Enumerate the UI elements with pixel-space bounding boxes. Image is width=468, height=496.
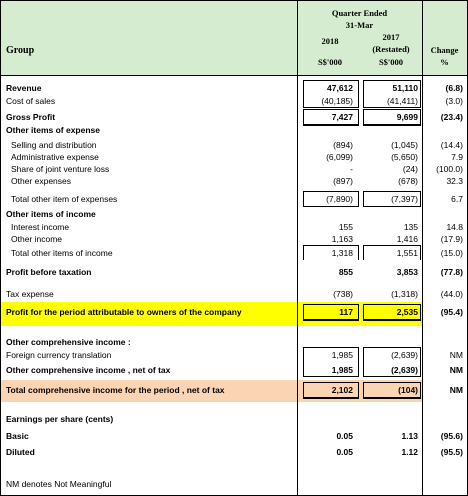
value-cell-2017: 51,110 xyxy=(392,83,418,93)
value-cell-2017: (41,411) xyxy=(386,96,418,106)
value-cell-2018: (738) xyxy=(333,289,353,299)
row-label: Total comprehensive income for the period , net of tax xyxy=(6,385,225,395)
row-label: Basic xyxy=(6,431,29,441)
change-cell: 14.8 xyxy=(446,222,463,232)
change-cell: (6.8) xyxy=(445,83,463,93)
row-label: Foreign currency translation xyxy=(6,350,112,360)
change-cell: (95.6) xyxy=(440,431,463,441)
value-cell-2018: 1,318 xyxy=(331,248,353,258)
header-divider xyxy=(1,75,467,76)
value-cell-2017: 9,699 xyxy=(396,112,418,122)
value-cell-2018: (897) xyxy=(333,176,353,186)
row-label: Share of joint venture loss xyxy=(11,164,110,174)
change-cell: (77.8) xyxy=(440,267,463,277)
value-cell-2017: (24) xyxy=(402,164,418,174)
value-cell-2018: (40,185) xyxy=(321,96,353,106)
col-2017-unit: S$'000 xyxy=(378,57,404,67)
row-label: Other expenses xyxy=(11,176,72,186)
value-cell-2017: 135 xyxy=(403,222,418,232)
value-cell-2017: 2,535 xyxy=(396,307,418,317)
value-cell-2017: (1,045) xyxy=(391,140,418,150)
change-cell: (15.0) xyxy=(440,248,463,258)
value-cell-2018: 117 xyxy=(339,307,353,317)
col-2017-restated: (Restated) xyxy=(372,44,410,54)
value-cell-2017: (2,639) xyxy=(391,350,418,360)
change-cell: (95.5) xyxy=(440,447,463,457)
value-box xyxy=(303,191,359,207)
value-box xyxy=(363,191,421,207)
row-label: Other comprehensive income , net of tax xyxy=(6,365,171,375)
row-label: Other items of income xyxy=(6,209,96,219)
value-cell-2017: (678) xyxy=(398,176,418,186)
change-cell: (95.4) xyxy=(440,307,463,317)
value-cell-2018: 2,102 xyxy=(331,385,353,395)
value-box xyxy=(303,245,359,260)
row-label: Profit for the period attributable to owners of the company xyxy=(6,307,242,317)
row-label: Gross Profit xyxy=(6,112,56,122)
value-cell-2017: 1.13 xyxy=(401,431,418,441)
row-label: Other income xyxy=(11,234,63,244)
row-label: Profit before taxation xyxy=(6,267,92,277)
change-label: Change xyxy=(430,45,459,55)
row-label: Earnings per share (cents) xyxy=(6,414,114,424)
row-label: Revenue xyxy=(6,83,42,93)
value-cell-2018: 0.05 xyxy=(336,431,353,441)
change-cell: 32.3 xyxy=(446,176,463,186)
value-cell-2018: 155 xyxy=(338,222,353,232)
change-cell: (23.4) xyxy=(440,112,463,122)
value-box xyxy=(363,304,421,321)
value-cell-2018: 47,612 xyxy=(327,83,353,93)
value-cell-2017: (2,639) xyxy=(391,365,418,375)
column-divider-2018 xyxy=(297,1,298,495)
value-cell-2017: (5,650) xyxy=(391,152,418,162)
value-cell-2018: (6,099) xyxy=(326,152,353,162)
value-box xyxy=(363,245,421,260)
change-cell: (3.0) xyxy=(445,96,463,106)
change-cell: NM xyxy=(449,350,463,360)
value-box xyxy=(303,93,359,108)
change-cell: (14.4) xyxy=(440,140,463,150)
value-cell-2017: (7,397) xyxy=(391,194,418,204)
value-cell-2018: 7,427 xyxy=(331,112,353,122)
value-box xyxy=(303,109,359,126)
value-box xyxy=(303,304,359,321)
value-cell-2017: (1,318) xyxy=(391,289,418,299)
col-2017-year: 2017 xyxy=(382,32,400,42)
value-cell-2018: 1,985 xyxy=(331,350,353,360)
group-label: Group xyxy=(6,45,35,56)
value-cell-2017: 3,853 xyxy=(396,267,418,277)
row-label: Total other item of expenses xyxy=(11,194,118,204)
footnote: NM denotes Not Meaningful xyxy=(6,479,112,489)
row-label: Other comprehensive income : xyxy=(6,337,131,347)
period-date: 31-Mar xyxy=(345,20,374,30)
row-label: Cost of sales xyxy=(6,96,56,106)
value-cell-2017: (104) xyxy=(398,385,418,395)
change-cell: NM xyxy=(449,365,463,375)
value-cell-2018: 0.05 xyxy=(336,447,353,457)
col-2018-unit: S$'000 xyxy=(317,57,343,67)
change-cell: (100.0) xyxy=(436,164,463,174)
col-2018-year: 2018 xyxy=(321,36,339,46)
value-box xyxy=(363,347,421,362)
value-cell-2018: - xyxy=(350,164,353,174)
value-box xyxy=(303,382,359,399)
change-cell: 7.9 xyxy=(451,152,463,162)
row-label: Tax expense xyxy=(6,289,54,299)
value-box xyxy=(363,382,421,399)
row-label: Interest income xyxy=(11,222,70,232)
value-box xyxy=(363,109,421,126)
value-box xyxy=(303,347,359,362)
row-label: Other items of expense xyxy=(6,125,101,135)
row-label: Selling and distribution xyxy=(11,140,97,150)
period-title: Quarter Ended xyxy=(331,8,388,18)
value-box xyxy=(303,362,359,377)
value-cell-2017: 1.12 xyxy=(401,447,418,457)
value-cell-2018: 855 xyxy=(338,267,353,277)
value-cell-2018: 1,163 xyxy=(331,234,353,244)
change-cell: (17.9) xyxy=(440,234,463,244)
row-label: Total other items of income xyxy=(11,248,113,258)
value-cell-2017: 1,416 xyxy=(396,234,418,244)
value-cell-2018: (7,890) xyxy=(326,194,353,204)
value-box xyxy=(363,362,421,377)
value-cell-2018: (894) xyxy=(333,140,353,150)
row-label: Administrative expense xyxy=(11,152,99,162)
change-cell: 6.7 xyxy=(451,194,463,204)
change-unit: % xyxy=(440,57,449,67)
change-cell: (44.0) xyxy=(440,289,463,299)
row-label: Diluted xyxy=(6,447,35,457)
value-box xyxy=(363,93,421,108)
value-cell-2018: 1,985 xyxy=(331,365,353,375)
value-cell-2017: 1,551 xyxy=(396,248,418,258)
change-cell: NM xyxy=(449,385,463,395)
